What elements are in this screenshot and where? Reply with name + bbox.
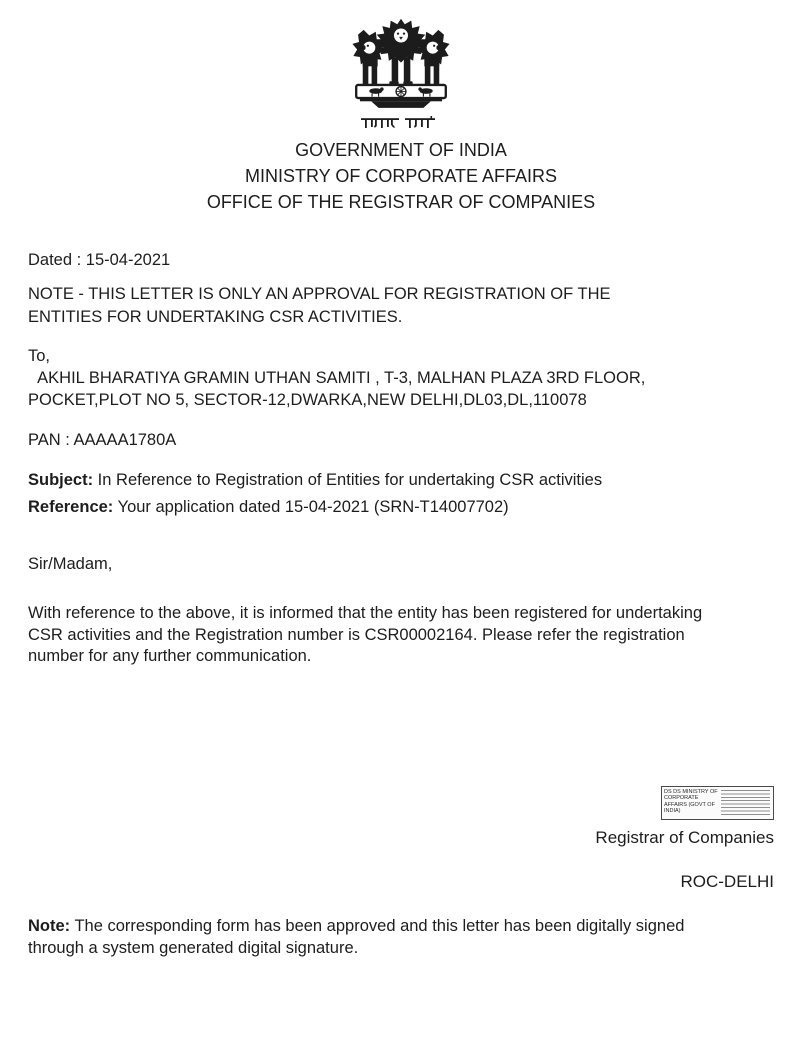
national-emblem <box>345 16 457 135</box>
footer-note-line1 <box>28 915 774 937</box>
approval-note-line1: NOTE - THIS LETTER IS ONLY AN APPROVAL FOR REGISTRATION OF THE <box>28 285 611 303</box>
reference-line <box>28 494 774 521</box>
subject-line <box>28 467 774 494</box>
signature-area <box>28 786 774 893</box>
subject-label: Subject: <box>28 471 94 489</box>
dated-line: Dated : 15-04-2021 <box>28 251 171 269</box>
body-paragraph <box>28 603 774 668</box>
header-government-of-india: GOVERNMENT OF INDIA <box>295 140 507 160</box>
header-ministry: MINISTRY OF CORPORATE AFFAIRS <box>244 166 558 186</box>
pan-line: PAN : AAAAA1780A <box>28 431 177 449</box>
lion-capital-icon <box>345 16 457 111</box>
body-line3: number for any further communication. <box>28 647 312 665</box>
digital-signature-stamp <box>661 786 774 820</box>
body-line2: CSR activities and the Registration number is CSR00002164. Please refer the registration <box>28 625 685 644</box>
signer-office: ROC-DELHI <box>680 871 774 891</box>
subject-text: In Reference to Registration of Entities for undertaking CSR activities <box>93 471 603 489</box>
addressee-block <box>28 345 774 411</box>
approval-note-line2: ENTITIES FOR UNDERTAKING CSR ACTIVITIES. <box>28 308 403 326</box>
signature-metadata-lines <box>721 790 770 816</box>
footer-note-line2: through a system generated digital signature. <box>28 938 359 957</box>
signer-title: Registrar of Companies <box>595 827 774 847</box>
footer-note-text1: The corresponding form has been approved and this letter has been digitally signed <box>70 916 685 935</box>
greeting-line: Sir/Madam, <box>28 555 113 573</box>
footer-note-label: Note: <box>28 916 71 935</box>
satyameva-jayate-motto <box>345 116 457 130</box>
footer-note <box>28 915 774 959</box>
approval-note <box>28 283 774 329</box>
letter-page <box>0 16 800 1051</box>
to-salutation: To, <box>28 347 51 365</box>
body-line1: With reference to the above, it is informed that the entity has been registered for undertaking <box>28 604 703 622</box>
reference-label: Reference: <box>28 498 114 516</box>
reference-text: Your application dated 15-04-2021 (SRN-T14007702) <box>113 498 509 516</box>
government-header <box>28 137 774 215</box>
addressee-name-line: AKHIL BHARATIYA GRAMIN UTHAN SAMITI , T-3, MALHAN PLAZA 3RD FLOOR, <box>28 369 646 387</box>
addressee-address-line: POCKET,PLOT NO 5, SECTOR-12,DWARKA,NEW DELHI,DL03,DL,110078 <box>28 391 587 409</box>
signature-stamp-text: DS DS MINISTRY OF CORPORATE AFFAIRS (GOVT OF INDIA) <box>664 788 718 814</box>
subject-reference-block <box>28 467 774 521</box>
header-office-roc: OFFICE OF THE REGISTRAR OF COMPANIES <box>206 192 596 212</box>
